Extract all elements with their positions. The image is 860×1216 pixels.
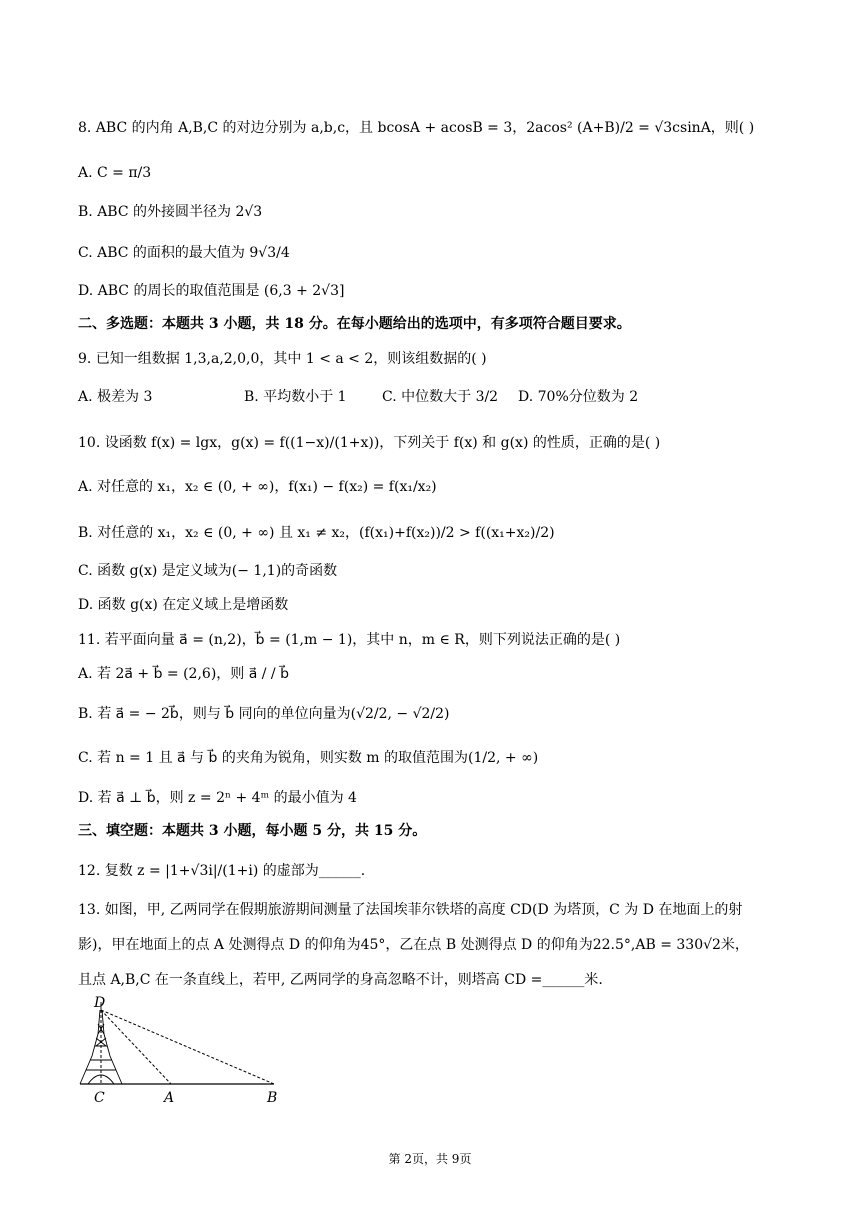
q10-stem: 10. 设函数 f(x) = lgx，g(x) = f((1−x)/(1+x))，下列关于 f(x) 和 g(x) 的性质，正确的是( ): [78, 435, 661, 451]
eiffel-tower-figure: [74, 994, 290, 1106]
q9-option-b: B. 平均数小于 1: [244, 389, 347, 405]
q8-option-c: C. ABC 的面积的最大值为 9√3/4: [78, 245, 290, 261]
q9-option-a: A. 极差为 3: [78, 389, 153, 405]
q11-option-b: B. 若 a⃗ = − 2b⃗，则与 b⃗ 同向的单位向量为(√2/2, − √2/2): [78, 706, 450, 722]
q11-option-a: A. 若 2a⃗ + b⃗ = (2,6)，则 a⃗ / / b⃗: [78, 666, 289, 682]
q8-option-d: D. ABC 的周长的取值范围是 (6,3 + 2√3]: [78, 283, 345, 299]
page-footer: 第 2页，共 9页: [388, 1152, 472, 1166]
q10-option-d: D. 函数 g(x) 在定义域上是增函数: [78, 597, 289, 613]
q12-stem: 12. 复数 z = |1+√3i|/(1+i) 的虚部为______.: [78, 863, 366, 879]
segment-da: [101, 1010, 171, 1084]
q8-option-a: A. C = π/3: [78, 165, 152, 181]
q13-line-1: 13. 如图，甲, 乙两同学在假期旅游期间测量了法国埃菲尔铁塔的高度 CD(D 为塔顶，C 为 D 在地面上的射: [78, 902, 743, 918]
q9-option-c: C. 中位数大于 3/2: [382, 389, 499, 405]
label-b: B: [267, 1090, 278, 1106]
q11-option-d: D. 若 a⃗ ⊥ b⃗，则 z = 2ⁿ + 4ᵐ 的最小值为 4: [78, 790, 357, 806]
q9-stem: 9. 已知一组数据 1,3,a,2,0,0，其中 1 < a < 2，则该组数据的( ): [78, 351, 487, 367]
label-d: D: [94, 995, 106, 1011]
q13-line-3: 且点 A,B,C 在一条直线上，若甲, 乙两同学的身高忽略不计，则塔高 CD =______米.: [78, 972, 603, 988]
q10-option-b: B. 对任意的 x₁，x₂ ∈ (0, + ∞) 且 x₁ ≠ x₂，(f(x₁)+f(x₂))/2 > f((x₁+x₂)/2): [78, 525, 555, 541]
q8-stem: 8. ABC 的内角 A,B,C 的对边分别为 a,b,c，且 bcosA + acosB = 3，2acos² (A+B)/2 = √3csinA，则( ): [78, 120, 755, 136]
segment-db: [101, 1010, 274, 1084]
section-multi-choice-heading: 二、多选题：本题共 3 小题，共 18 分。在每小题给出的选项中，有多项符合题目要求。: [78, 316, 631, 332]
q13-line-2: 影)，甲在地面上的点 A 处测得点 D 的仰角为45°，乙在点 B 处测得点 D 的仰角为22.5°,AB = 330√2米，: [78, 937, 749, 953]
q11-option-c: C. 若 n = 1 且 a⃗ 与 b⃗ 的夹角为锐角，则实数 m 的取值范围为(1/2, + ∞): [78, 750, 539, 766]
q10-option-a: A. 对任意的 x₁，x₂ ∈ (0, + ∞)，f(x₁) − f(x₂) = f(x₁/x₂): [78, 479, 437, 495]
section-fill-blank-heading: 三、填空题：本题共 3 小题，每小题 5 分，共 15 分。: [78, 823, 427, 839]
q8-option-b: B. ABC 的外接圆半径为 2√3: [78, 204, 263, 220]
q10-option-c: C. 函数 g(x) 是定义域为(− 1,1)的奇函数: [78, 563, 338, 579]
q11-stem: 11. 若平面向量 a⃗ = (n,2)，b⃗ = (1,m − 1)，其中 n，m ∈ R，则下列说法正确的是( ): [78, 632, 621, 648]
label-c: C: [94, 1090, 105, 1106]
label-a: A: [164, 1090, 175, 1106]
q9-option-d: D. 70%分位数为 2: [518, 389, 639, 405]
